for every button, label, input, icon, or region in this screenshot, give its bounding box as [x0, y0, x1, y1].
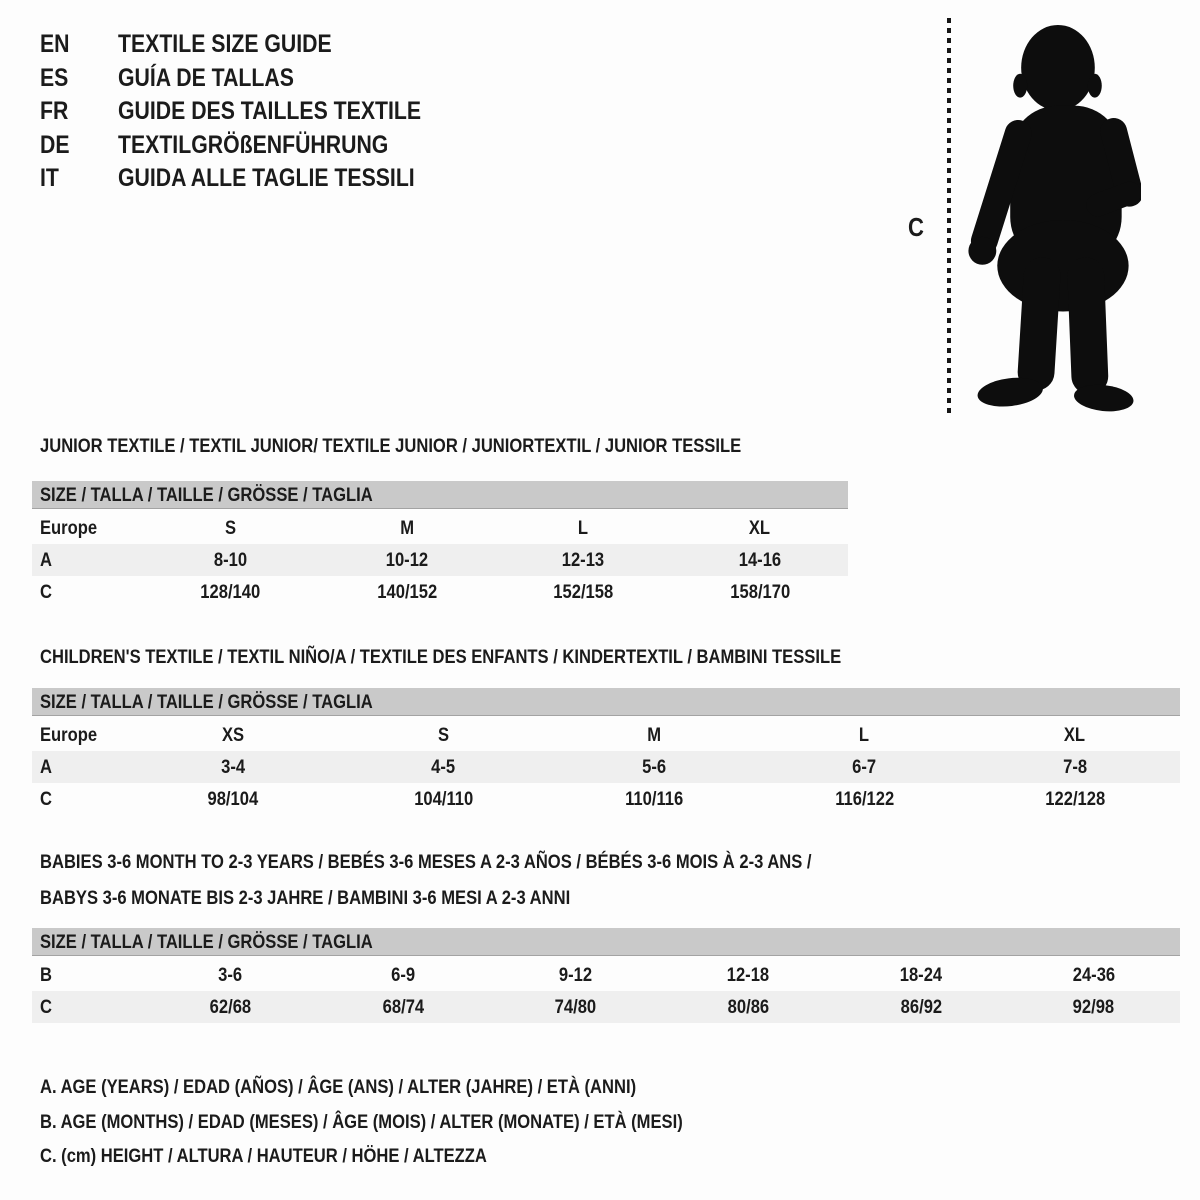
legend-line-a-text: A. AGE (YEARS) / EDAD (AÑOS) / ÂGE (ANS) / ALTER (JAHRE) / ETÀ (ANNI) [40, 1076, 637, 1098]
legend-line-c-text: C. (cm) HEIGHT / ALTURA / HAUTEUR / HÖHE / ALTEZZA [40, 1145, 487, 1167]
table-header-text: SIZE / TALLA / TAILLE / GRÖSSE / TAGLIA [40, 930, 373, 953]
language-title: GUÍA DE TALLAS [118, 63, 294, 92]
toddler-silhouette-icon [966, 22, 1141, 420]
row-label: Europe [40, 516, 98, 539]
babies-section-title-line2: BABYS 3-6 MONATE BIS 2-3 JAHRE / BAMBINI 3-6 MESI A 2-3 ANNI [40, 886, 571, 909]
height-row-c [32, 991, 1180, 1023]
row-label: Europe [40, 723, 98, 746]
children-section-title-text: CHILDREN'S TEXTILE / TEXTIL NIÑO/A / TEXTILE DES ENFANTS / KINDERTEXTIL / BAMBINI TESSILE [40, 646, 842, 668]
age-cell: 6-7 [852, 755, 877, 778]
language-title: GUIDA ALLE TAGLIE TESSILI [118, 164, 415, 192]
row-label: C [40, 787, 52, 810]
height-cell: 122/128 [1044, 787, 1105, 810]
height-measure-label: C [908, 212, 924, 242]
height-measure-dashed-line [947, 18, 951, 418]
height-cell: 116/122 [834, 787, 894, 810]
row-label: A [40, 548, 52, 571]
row-label: C [40, 995, 52, 1018]
age-row-a [32, 751, 1180, 783]
language-code: FR [40, 97, 69, 125]
height-cell: 74/80 [554, 995, 597, 1018]
size-cell: L [578, 516, 589, 539]
height-cell: 80/86 [727, 995, 770, 1018]
table-header-bar [32, 928, 1180, 959]
table-header-text: SIZE / TALLA / TAILLE / GRÖSSE / TAGLIA [40, 690, 373, 713]
legend-line-a [40, 1070, 796, 1105]
age-cell: 10-12 [385, 548, 428, 571]
height-row-c [32, 783, 1180, 815]
height-cell: 62/68 [209, 995, 252, 1018]
size-cell: XL [1064, 723, 1086, 746]
size-row-europe [32, 512, 848, 544]
age-cell: 4-5 [431, 755, 456, 778]
language-code: IT [40, 164, 59, 192]
children-section-title [40, 645, 983, 669]
junior-section-title-text: JUNIOR TEXTILE / TEXTIL JUNIOR/ TEXTILE JUNIOR / JUNIORTEXTIL / JUNIOR TESSILE [40, 435, 742, 457]
row-label: B [40, 963, 52, 986]
language-title: TEXTILE SIZE GUIDE [118, 30, 332, 58]
age-cell: 5-6 [641, 755, 666, 778]
language-row [40, 129, 475, 163]
height-cell: 92/98 [1072, 995, 1115, 1018]
age-cell: 18-24 [899, 963, 943, 986]
babies-size-table [32, 928, 1180, 1023]
language-code: ES [40, 63, 69, 92]
height-cell: 110/116 [624, 787, 684, 810]
table-header-bar [32, 688, 1180, 719]
age-cell: 9-12 [559, 963, 593, 986]
height-cell: 128/140 [200, 580, 261, 603]
age-cell: 12-13 [562, 548, 605, 571]
legend-line-c [40, 1139, 796, 1174]
size-cell: S [224, 516, 236, 539]
legend-line-b-text: B. AGE (MONTHS) / EDAD (MESES) / ÂGE (MOIS) / ALTER (MONATE) / ETÀ (MESI) [40, 1110, 683, 1133]
age-cell: 14-16 [738, 548, 781, 571]
babies-section-title-line1: BABIES 3-6 MONTH TO 2-3 YEARS / BEBÉS 3-6 MESES A 2-3 AÑOS / BÉBÉS 3-6 MOIS À 2-3 ANS / [40, 851, 812, 873]
height-cell: 104/110 [414, 787, 474, 810]
height-cell: 98/104 [207, 787, 259, 810]
language-code: DE [40, 130, 70, 159]
age-cell: 7-8 [1062, 755, 1087, 778]
size-cell: XL [749, 516, 771, 539]
age-cell: 3-6 [218, 963, 243, 986]
junior-size-table [32, 481, 848, 608]
language-row [40, 62, 475, 96]
language-row [40, 162, 475, 196]
table-header-bar [32, 481, 848, 512]
age-cell: 12-18 [727, 963, 770, 986]
height-cell: 152/158 [553, 580, 614, 603]
age-cell: 24-36 [1072, 963, 1115, 986]
junior-section-title [40, 434, 865, 458]
legend-line-b [40, 1105, 796, 1140]
age-cell: 8-10 [213, 548, 247, 571]
size-cell: XS [222, 723, 245, 746]
language-row [40, 95, 475, 129]
row-label: C [40, 580, 52, 603]
language-title: TEXTILGRÖßENFÜHRUNG [118, 130, 389, 159]
language-title-list [40, 28, 475, 196]
size-cell: M [647, 723, 661, 746]
height-cell: 68/74 [382, 995, 424, 1018]
height-cell: 140/152 [376, 580, 437, 603]
size-cell: L [859, 723, 870, 746]
age-row-b [32, 959, 1180, 991]
language-title: GUIDE DES TAILLES TEXTILE [118, 97, 422, 125]
height-row-c [32, 576, 848, 608]
legend [40, 1070, 796, 1174]
age-cell: 6-9 [391, 963, 415, 986]
age-row-a [32, 544, 848, 576]
size-cell: S [438, 723, 450, 746]
babies-section-title [40, 845, 948, 916]
children-size-table [32, 688, 1180, 815]
language-row [40, 28, 475, 62]
height-cell: 86/92 [900, 995, 942, 1018]
age-cell: 3-4 [221, 755, 246, 778]
table-header-text: SIZE / TALLA / TAILLE / GRÖSSE / TAGLIA [40, 483, 373, 506]
size-row-europe [32, 719, 1180, 751]
row-label: A [40, 755, 52, 778]
size-cell: M [399, 516, 414, 539]
language-code: EN [40, 30, 70, 58]
height-cell: 158/170 [729, 580, 790, 603]
